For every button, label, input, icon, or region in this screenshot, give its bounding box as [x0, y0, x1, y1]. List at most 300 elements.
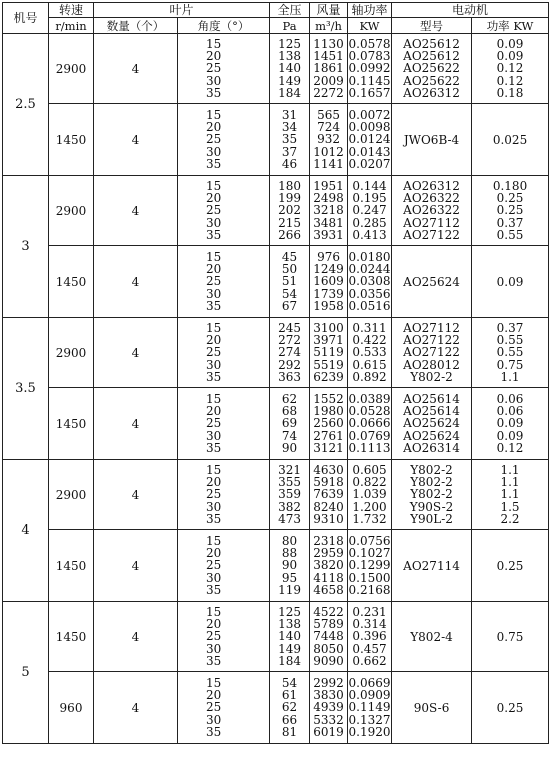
shaft-power-cell-value: 0.0528: [348, 404, 391, 419]
blade-angle-cell-stack: [178, 535, 269, 596]
blade-angle-cell-value: 20: [206, 475, 222, 490]
pressure-cell-value: 90: [281, 558, 298, 573]
pressure-cell-value: 66: [281, 712, 298, 727]
motor-power-cell-value: 0.06: [496, 404, 524, 419]
pressure-cell-value: 45: [281, 250, 298, 265]
airflow-cell-value: 3218: [313, 203, 344, 218]
shaft-power-cell-value: 0.533: [352, 345, 387, 360]
airflow-cell-value: 2318: [313, 534, 344, 549]
motor-power-cell-value: 1.1: [500, 487, 520, 502]
blade-angle-cell-value: 25: [206, 416, 222, 431]
model-cell: 5: [3, 602, 49, 744]
pressure-cell-value: 184: [278, 653, 301, 668]
motor-power-cell-value: 0.09: [496, 49, 524, 64]
blade-angle-cell-stack: [178, 677, 269, 738]
airflow-cell-value: 8050: [313, 641, 344, 656]
airflow-cell-stack: [310, 109, 347, 170]
airflow-cell-value: 7448: [313, 629, 344, 644]
blade-angle-cell: [178, 104, 270, 176]
shaft-power-cell-value: 0.0207: [348, 156, 391, 171]
airflow-cell-value: 1141: [313, 156, 344, 171]
motor-power-cell-value: 0.06: [496, 392, 524, 407]
airflow-cell-value: 2272: [313, 85, 344, 100]
airflow-cell-stack: [310, 393, 347, 454]
header-blade: 叶片: [94, 3, 270, 18]
pressure-cell-value: 292: [278, 357, 301, 372]
pressure-cell-value: 68: [281, 404, 298, 419]
motor-type-cell: [392, 388, 472, 460]
airflow-cell: [310, 460, 348, 530]
airflow-cell-stack: [310, 251, 347, 312]
motor-power-cell-value: 0.18: [496, 85, 524, 100]
motor-type-cell-value: AO27122: [403, 345, 460, 360]
airflow-cell-stack: [310, 677, 347, 738]
airflow-cell: [310, 318, 348, 388]
speed-cell: 2900: [49, 318, 94, 388]
pressure-cell: [270, 388, 310, 460]
shaft-power-cell-value: 0.231: [352, 605, 387, 620]
motor-power-cell-value: 0.09: [496, 428, 524, 443]
motor-type-cell-value: AO26314: [403, 440, 460, 455]
shaft-power-cell-value: 0.0666: [348, 416, 391, 431]
motor-type-cell: [392, 34, 472, 104]
header-model: 机号: [3, 3, 49, 34]
blade-angle-cell-value: 30: [206, 73, 222, 88]
pressure-cell-value: 149: [278, 73, 301, 88]
model-cell: 3.5: [3, 318, 49, 460]
pressure-cell-stack: [270, 606, 309, 667]
blade-angle-cell-value: 15: [206, 179, 222, 194]
motor-type-cell-value: AO25624: [403, 428, 460, 443]
blade-angle-cell-value: 35: [206, 724, 222, 739]
pressure-cell: [270, 246, 310, 318]
model-cell: 3: [3, 176, 49, 318]
motor-power-cell-stack: [472, 393, 548, 454]
shaft-power-cell-value: 0.1299: [348, 558, 391, 573]
motor-type-cell: JWO6B-4: [392, 104, 472, 176]
motor-type-cell: [392, 460, 472, 530]
shaft-power-cell-stack: [348, 109, 391, 170]
pressure-cell-value: 180: [278, 179, 301, 194]
header-blade-count: 数量（个）: [94, 18, 178, 34]
motor-type-cell-value: AO27112: [403, 215, 460, 230]
airflow-cell: [310, 34, 348, 104]
motor-type-cell-value: AO25612: [403, 37, 460, 52]
blade-angle-cell-value: 30: [206, 712, 222, 727]
shaft-power-cell-value: 0.457: [352, 641, 387, 656]
motor-type-cell: AO27114: [392, 530, 472, 602]
shaft-power-cell-value: 0.2168: [348, 582, 391, 597]
motor-power-cell-value: 1.1: [500, 369, 520, 384]
blade-angle-cell-value: 30: [206, 286, 222, 301]
motor-type-cell-value: Y90L-2: [410, 511, 453, 526]
shaft-power-cell: [348, 176, 392, 246]
airflow-cell-value: 2761: [313, 428, 344, 443]
motor-power-cell: 0.025: [472, 104, 549, 176]
speed-cell: 960: [49, 672, 94, 744]
pressure-cell: [270, 176, 310, 246]
motor-type-cell-value: AO26312: [403, 85, 460, 100]
blade-angle-cell-value: 30: [206, 570, 222, 585]
pressure-cell-value: 274: [278, 345, 301, 360]
motor-type-cell-stack: [392, 464, 471, 525]
blade-angle-cell-value: 15: [206, 37, 222, 52]
motor-power-cell-value: 1.1: [500, 463, 520, 478]
blade-angle-cell-value: 15: [206, 392, 222, 407]
shaft-power-cell-stack: [348, 180, 391, 241]
shaft-power-cell: [348, 246, 392, 318]
airflow-cell-value: 4522: [313, 605, 344, 620]
airflow-cell-value: 4118: [313, 570, 344, 585]
blade-angle-cell-value: 25: [206, 61, 222, 76]
pressure-cell-value: 138: [278, 617, 301, 632]
airflow-cell-value: 5119: [313, 345, 344, 360]
motor-type-cell-value: AO27122: [403, 227, 460, 242]
motor-power-cell-value: 0.25: [496, 191, 524, 206]
airflow-cell-value: 4658: [313, 582, 344, 597]
table-row: [3, 530, 549, 602]
motor-type-cell-value: AO25622: [403, 73, 460, 88]
motor-power-cell-stack: [472, 180, 548, 241]
pressure-cell-value: 80: [281, 534, 298, 549]
pressure-cell-value: 31: [281, 108, 298, 123]
blade-angle-cell-value: 20: [206, 546, 222, 561]
pressure-cell-value: 202: [278, 203, 301, 218]
pressure-cell-value: 37: [281, 144, 298, 159]
blade-angle-cell-value: 20: [206, 333, 222, 348]
shaft-power-cell-value: 0.1500: [348, 570, 391, 585]
blade-angle-cell-value: 15: [206, 250, 222, 265]
shaft-power-cell-value: 1.200: [352, 499, 387, 514]
shaft-power-cell-value: 0.396: [352, 629, 387, 644]
motor-type-cell-value: Y802-2: [410, 487, 453, 502]
airflow-cell-value: 2498: [313, 191, 344, 206]
header-shaft-power: 轴功率: [348, 3, 392, 18]
motor-type-cell-stack: [392, 180, 471, 241]
motor-type-cell-value: AO25614: [403, 404, 460, 419]
airflow-cell-value: 3820: [313, 558, 344, 573]
motor-power-cell-stack: [472, 464, 548, 525]
blade-angle-cell-stack: [178, 393, 269, 454]
motor-power-cell-value: 0.55: [496, 345, 524, 360]
pressure-cell-value: 62: [281, 392, 298, 407]
pressure-cell-stack: [270, 180, 309, 241]
pressure-cell-value: 382: [278, 499, 301, 514]
pressure-cell-stack: [270, 109, 309, 170]
blade-angle-cell: [178, 318, 270, 388]
airflow-cell-value: 1739: [313, 286, 344, 301]
shaft-power-cell-value: 0.662: [352, 653, 387, 668]
shaft-power-cell-value: 0.422: [352, 333, 387, 348]
airflow-cell: [310, 672, 348, 744]
shaft-power-cell-value: 0.311: [352, 321, 387, 336]
airflow-cell-value: 5519: [313, 357, 344, 372]
shaft-power-cell-value: 0.0578: [348, 37, 391, 52]
motor-power-cell-value: 0.37: [496, 321, 524, 336]
blade-count-cell: 4: [94, 672, 178, 744]
airflow-cell-value: 1980: [313, 404, 344, 419]
motor-type-cell-value: Y90S-2: [409, 499, 454, 514]
motor-type-cell-value: AO25614: [403, 392, 460, 407]
pressure-cell-value: 272: [278, 333, 301, 348]
shaft-power-cell-stack: [348, 464, 391, 525]
shaft-power-cell: [348, 388, 392, 460]
airflow-cell-value: 1451: [313, 49, 344, 64]
pressure-cell-value: 473: [278, 511, 301, 526]
shaft-power-cell: [348, 530, 392, 602]
header-airflow-unit: m³/h: [310, 18, 348, 34]
pressure-cell-value: 51: [281, 274, 298, 289]
pressure-cell-stack: [270, 251, 309, 312]
motor-power-cell-value: 2.2: [500, 511, 520, 526]
motor-type-cell-value: Y802-2: [410, 369, 453, 384]
motor-power-cell-value: 0.55: [496, 333, 524, 348]
blade-angle-cell-value: 20: [206, 49, 222, 64]
header-motor-type: 型号: [392, 18, 472, 34]
header-shaft-power-unit: KW: [348, 18, 392, 34]
blade-count-cell: 4: [94, 602, 178, 672]
speed-cell: 1450: [49, 388, 94, 460]
blade-angle-cell: [178, 672, 270, 744]
table-body: [3, 34, 549, 744]
pressure-cell-value: 266: [278, 227, 301, 242]
fan-performance-table: [2, 2, 549, 744]
pressure-cell-value: 125: [278, 37, 301, 52]
motor-type-cell: 90S-6: [392, 672, 472, 744]
blade-angle-cell-value: 35: [206, 440, 222, 455]
blade-angle-cell-stack: [178, 251, 269, 312]
pressure-cell-value: 184: [278, 85, 301, 100]
shaft-power-cell-value: 0.144: [352, 179, 387, 194]
header-speed-unit: r/min: [49, 18, 94, 34]
speed-cell: 2900: [49, 34, 94, 104]
shaft-power-cell-value: 0.247: [352, 203, 387, 218]
shaft-power-cell-stack: [348, 677, 391, 738]
blade-angle-cell: [178, 176, 270, 246]
airflow-cell-value: 1609: [313, 274, 344, 289]
shaft-power-cell-value: 0.605: [352, 463, 387, 478]
airflow-cell-value: 1958: [313, 298, 344, 313]
blade-angle-cell-value: 35: [206, 511, 222, 526]
motor-type-cell: AO25624: [392, 246, 472, 318]
airflow-cell-value: 8240: [313, 499, 344, 514]
pressure-cell-value: 119: [278, 582, 301, 597]
motor-power-cell: [472, 34, 549, 104]
airflow-cell: [310, 176, 348, 246]
blade-angle-cell-value: 25: [206, 345, 222, 360]
shaft-power-cell-value: 0.1327: [348, 712, 391, 727]
shaft-power-cell-stack: [348, 393, 391, 454]
speed-cell: 1450: [49, 530, 94, 602]
shaft-power-cell-value: 0.413: [352, 227, 387, 242]
blade-angle-cell: [178, 530, 270, 602]
motor-power-cell-value: 0.12: [496, 440, 524, 455]
airflow-cell-value: 1012: [313, 144, 344, 159]
pressure-cell-value: 95: [281, 570, 298, 585]
header-motor-power: 功率 KW: [472, 18, 549, 34]
pressure-cell-value: 138: [278, 49, 301, 64]
pressure-cell-value: 46: [281, 156, 298, 171]
blade-angle-cell-value: 25: [206, 132, 222, 147]
blade-angle-cell-value: 35: [206, 85, 222, 100]
pressure-cell-stack: [270, 393, 309, 454]
airflow-cell-value: 724: [317, 120, 340, 135]
pressure-cell-value: 62: [281, 700, 298, 715]
blade-angle-cell-value: 30: [206, 144, 222, 159]
pressure-cell-value: 81: [281, 724, 298, 739]
airflow-cell-value: 5332: [313, 712, 344, 727]
airflow-cell-value: 3931: [313, 227, 344, 242]
motor-type-cell-value: AO25622: [403, 61, 460, 76]
pressure-cell: [270, 602, 310, 672]
blade-angle-cell-value: 25: [206, 700, 222, 715]
shaft-power-cell-value: 0.1145: [348, 73, 391, 88]
motor-power-cell: 0.25: [472, 530, 549, 602]
table-row: [3, 460, 549, 530]
blade-angle-cell-value: 20: [206, 191, 222, 206]
airflow-cell-value: 3481: [313, 215, 344, 230]
motor-power-cell-stack: [472, 322, 548, 383]
blade-angle-cell-stack: [178, 109, 269, 170]
pressure-cell-stack: [270, 535, 309, 596]
motor-type-cell: [392, 176, 472, 246]
header-airflow: 风量: [310, 3, 348, 18]
blade-count-cell: 4: [94, 318, 178, 388]
airflow-cell: [310, 602, 348, 672]
motor-power-cell-value: 0.12: [496, 73, 524, 88]
blade-angle-cell-value: 35: [206, 582, 222, 597]
airflow-cell-stack: [310, 180, 347, 241]
blade-count-cell: 4: [94, 460, 178, 530]
pressure-cell-value: 50: [281, 262, 298, 277]
airflow-cell-stack: [310, 606, 347, 667]
motor-power-cell-value: 1.1: [500, 475, 520, 490]
blade-angle-cell-value: 15: [206, 463, 222, 478]
blade-count-cell: 4: [94, 388, 178, 460]
shaft-power-cell-value: 0.0909: [348, 688, 391, 703]
airflow-cell-value: 565: [317, 108, 340, 123]
airflow-cell-value: 3100: [313, 321, 344, 336]
shaft-power-cell-value: 0.0180: [348, 250, 391, 265]
header-blade-angle: 角度（°）: [178, 18, 270, 34]
motor-power-cell: 0.75: [472, 602, 549, 672]
motor-type-cell-value: AO28012: [403, 357, 460, 372]
shaft-power-cell-value: 0.0756: [348, 534, 391, 549]
airflow-cell-value: 4630: [313, 463, 344, 478]
table-row: [3, 246, 549, 318]
blade-angle-cell-value: 25: [206, 629, 222, 644]
motor-type-cell-value: Y802-2: [410, 475, 453, 490]
airflow-cell-value: 5918: [313, 475, 344, 490]
pressure-cell-value: 67: [281, 298, 298, 313]
pressure-cell-value: 140: [278, 629, 301, 644]
blade-angle-cell-value: 35: [206, 227, 222, 242]
pressure-cell-stack: [270, 38, 309, 99]
airflow-cell-value: 7639: [313, 487, 344, 502]
pressure-cell-value: 54: [281, 676, 298, 691]
speed-cell: 1450: [49, 246, 94, 318]
blade-angle-cell-value: 20: [206, 404, 222, 419]
blade-angle-cell-value: 25: [206, 274, 222, 289]
shaft-power-cell-value: 0.0244: [348, 262, 391, 277]
pressure-cell-value: 149: [278, 641, 301, 656]
blade-angle-cell-value: 30: [206, 499, 222, 514]
airflow-cell-value: 932: [317, 132, 340, 147]
motor-type-cell: [392, 318, 472, 388]
blade-angle-cell-stack: [178, 606, 269, 667]
table-row: [3, 672, 549, 744]
shaft-power-cell-stack: [348, 535, 391, 596]
airflow-cell-value: 9090: [313, 653, 344, 668]
shaft-power-cell-stack: [348, 38, 391, 99]
header-speed: 转速: [49, 3, 94, 18]
shaft-power-cell-value: 0.0769: [348, 428, 391, 443]
blade-angle-cell-value: 15: [206, 108, 222, 123]
airflow-cell: [310, 388, 348, 460]
blade-count-cell: 4: [94, 246, 178, 318]
airflow-cell-value: 1130: [313, 37, 344, 52]
pressure-cell-value: 35: [281, 132, 298, 147]
motor-type-cell-stack: [392, 393, 471, 454]
motor-power-cell-value: 0.12: [496, 61, 524, 76]
shaft-power-cell-value: 0.0143: [348, 144, 391, 159]
pressure-cell-value: 74: [281, 428, 298, 443]
motor-power-cell: [472, 318, 549, 388]
motor-power-cell-value: 1.5: [500, 499, 520, 514]
motor-power-cell-value: 0.09: [496, 37, 524, 52]
blade-angle-cell-value: 25: [206, 487, 222, 502]
pressure-cell: [270, 34, 310, 104]
shaft-power-cell-value: 0.1027: [348, 546, 391, 561]
motor-power-cell: [472, 460, 549, 530]
motor-type-cell-value: AO27112: [403, 321, 460, 336]
shaft-power-cell-value: 0.0072: [348, 108, 391, 123]
airflow-cell: [310, 530, 348, 602]
blade-angle-cell-value: 35: [206, 369, 222, 384]
motor-power-cell: 0.09: [472, 246, 549, 318]
pressure-cell-value: 359: [278, 487, 301, 502]
pressure-cell: [270, 672, 310, 744]
speed-cell: 2900: [49, 176, 94, 246]
pressure-cell: [270, 530, 310, 602]
pressure-cell-value: 90: [281, 440, 298, 455]
pressure-cell: [270, 318, 310, 388]
airflow-cell-value: 2560: [313, 416, 344, 431]
pressure-cell-value: 54: [281, 286, 298, 301]
airflow-cell: [310, 246, 348, 318]
speed-cell: 1450: [49, 104, 94, 176]
pressure-cell-value: 245: [278, 321, 301, 336]
blade-angle-cell-value: 20: [206, 262, 222, 277]
shaft-power-cell-value: 0.0783: [348, 49, 391, 64]
speed-cell: 2900: [49, 460, 94, 530]
airflow-cell-value: 6239: [313, 369, 344, 384]
blade-angle-cell-value: 35: [206, 653, 222, 668]
blade-angle-cell: [178, 246, 270, 318]
airflow-cell-value: 976: [317, 250, 340, 265]
shaft-power-cell: [348, 672, 392, 744]
header-pressure: 全压: [270, 3, 310, 18]
pressure-cell-stack: [270, 322, 309, 383]
motor-power-cell-value: 0.37: [496, 215, 524, 230]
blade-angle-cell-stack: [178, 38, 269, 99]
blade-angle-cell-value: 15: [206, 676, 222, 691]
shaft-power-cell-stack: [348, 251, 391, 312]
table-row: [3, 176, 549, 246]
speed-cell: 1450: [49, 602, 94, 672]
blade-angle-cell-stack: [178, 322, 269, 383]
motor-type-cell-value: AO27122: [403, 333, 460, 348]
